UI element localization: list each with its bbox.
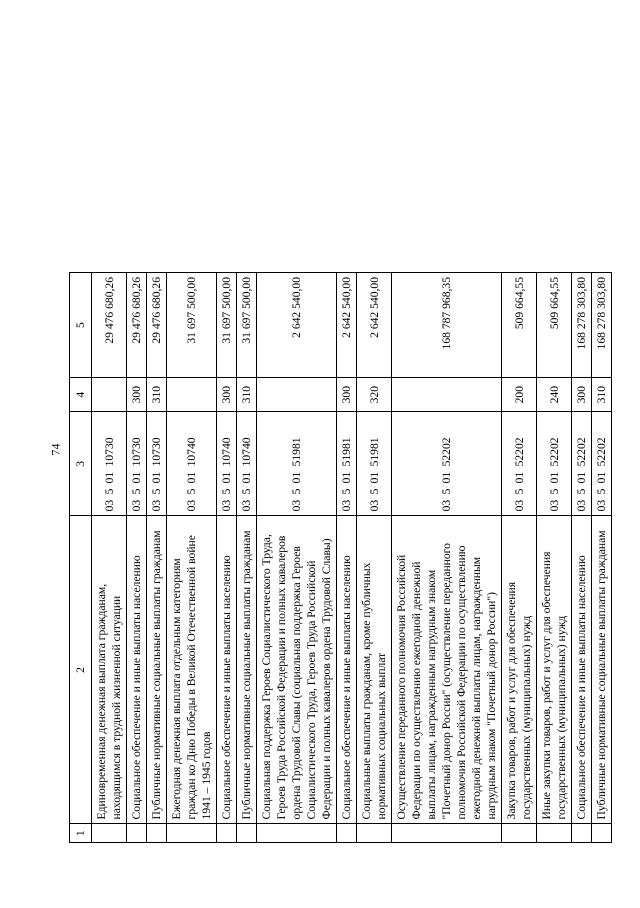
item-name: Осуществление переданного полномочия Российской Федерации по осуществлению ежегодной денежной выплаты лицам, награжденным нагрудным знаком "Почетный донор России" (осуществление переданного полномочия Российской Федерации по осуществлению ежегодной денежной выплаты лицам, награжденным нагрудным знаком "Почетный донор России") — [392, 516, 502, 824]
code-part: 01 — [240, 471, 253, 484]
code-part: 10740 — [220, 437, 233, 467]
amount: 2 642 540,00 — [257, 273, 337, 378]
code-part: 01 — [150, 471, 163, 484]
table-row — [217, 273, 237, 843]
code-part: 03 — [220, 499, 233, 512]
item-name: Закупка товаров, работ и услуг для обеспечения государственных (муниципальных) нужд — [502, 516, 537, 824]
code-part: 10740 — [240, 437, 253, 467]
code-part: 03 — [102, 499, 116, 512]
target-article-code — [257, 412, 337, 516]
row-number-cell — [127, 824, 147, 843]
item-name: Публичные нормативные социальные выплаты гражданам — [147, 516, 167, 824]
code-part: 51981 — [340, 437, 353, 467]
code-part: 52202 — [575, 437, 588, 467]
row-number-cell — [217, 824, 237, 843]
row-number-cell — [592, 824, 612, 843]
row-number-cell — [537, 824, 572, 843]
header-col-1: 1 — [70, 824, 92, 843]
code-part: 03 — [512, 499, 526, 512]
code-part: 03 — [240, 499, 253, 512]
item-name: Ежегодная денежная выплата отдельным категориям граждан ко Дню Победы в Великой Отечественной войне 1941 – 1945 годов — [167, 516, 217, 824]
expense-type-code: 320 — [357, 378, 392, 412]
expense-type-code — [92, 378, 127, 412]
row-number-cell — [337, 824, 357, 843]
amount: 168 787 968,35 — [392, 273, 502, 378]
code-part: 10740 — [185, 437, 198, 467]
header-col-4: 4 — [70, 378, 92, 412]
code-part: 52202 — [595, 437, 608, 467]
table-row — [537, 273, 572, 843]
item-name: Социальное обеспечение и иные выплаты населению — [337, 516, 357, 824]
code-part: 01 — [220, 471, 233, 484]
code-part: 03 — [185, 499, 198, 512]
expense-type-code: 310 — [592, 378, 612, 412]
row-number-cell — [357, 824, 392, 843]
code-part: 51981 — [367, 437, 381, 467]
expense-type-code: 310 — [237, 378, 257, 412]
code-part: 10730 — [150, 437, 163, 467]
code-part: 01 — [340, 471, 353, 484]
row-number-cell — [572, 824, 592, 843]
amount: 509 664,55 — [502, 273, 537, 378]
code-part: 52202 — [440, 437, 453, 467]
expense-type-code: 300 — [572, 378, 592, 412]
code-part: 52202 — [547, 437, 561, 467]
target-article-code — [127, 412, 147, 516]
code-part: 5 — [512, 488, 526, 495]
header-col-2: 2 — [70, 516, 92, 824]
row-number-cell — [392, 824, 502, 843]
amount: 29 476 680,26 — [147, 273, 167, 378]
item-name: Социальное обеспечение и иные выплаты населению — [217, 516, 237, 824]
expense-type-code: 300 — [127, 378, 147, 412]
target-article-code — [92, 412, 127, 516]
code-part: 01 — [130, 471, 143, 484]
target-article-code — [572, 412, 592, 516]
code-part: 03 — [595, 499, 608, 512]
code-part: 01 — [367, 471, 381, 484]
code-part: 03 — [290, 499, 303, 512]
target-article-code — [392, 412, 502, 516]
header-col-5: 5 — [70, 273, 92, 378]
amount: 2 642 540,00 — [337, 273, 357, 378]
item-name: Публичные нормативные социальные выплаты гражданам — [237, 516, 257, 824]
target-article-code — [357, 412, 392, 516]
item-name: Социальная поддержка Героев Социалистического Труда, Героев Труда Российской Федерации и полных кавалеров ордена Трудовой Славы (социальная поддержка Героев Социалистического Труда, Героев Труда Российской Федерации и полных кавалеров ордена Трудовой Славы) — [257, 516, 337, 824]
table-body — [70, 273, 612, 843]
amount: 31 697 500,00 — [167, 273, 217, 378]
row-number-cell — [147, 824, 167, 843]
code-part: 5 — [185, 488, 198, 495]
amount: 168 278 303,80 — [572, 273, 592, 378]
expense-type-code: 310 — [147, 378, 167, 412]
code-part: 5 — [367, 488, 381, 495]
item-name: Социальные выплаты гражданам, кроме публичных нормативных социальных выплат — [357, 516, 392, 824]
code-part: 5 — [440, 488, 453, 495]
rotated-page — [69, 272, 612, 843]
expense-type-code — [392, 378, 502, 412]
code-part: 03 — [150, 499, 163, 512]
expense-type-code: 300 — [337, 378, 357, 412]
expense-type-code: 240 — [537, 378, 572, 412]
item-name: Иные закупки товаров, работ и услуг для обеспечения государственных (муниципальных) нужд — [537, 516, 572, 824]
target-article-code — [147, 412, 167, 516]
code-part: 10730 — [102, 437, 116, 467]
code-part: 5 — [240, 488, 253, 495]
code-part: 01 — [575, 471, 588, 484]
expense-type-code — [167, 378, 217, 412]
code-part: 01 — [185, 471, 198, 484]
table-row — [337, 273, 357, 843]
code-part: 03 — [340, 499, 353, 512]
table-row — [502, 273, 537, 843]
target-article-code — [337, 412, 357, 516]
row-number-cell — [257, 824, 337, 843]
page-number: 74 — [48, 443, 63, 456]
amount: 31 697 500,00 — [217, 273, 237, 378]
table-row — [392, 273, 502, 843]
code-part: 01 — [512, 471, 526, 484]
header-row — [70, 273, 92, 843]
code-part: 5 — [340, 488, 353, 495]
item-name: Публичные нормативные социальные выплаты гражданам — [592, 516, 612, 824]
budget-table — [69, 272, 612, 843]
code-part: 5 — [547, 488, 561, 495]
code-part: 5 — [575, 488, 588, 495]
code-part: 5 — [595, 488, 608, 495]
amount: 168 278 303,80 — [592, 273, 612, 378]
expense-type-code — [257, 378, 337, 412]
target-article-code — [502, 412, 537, 516]
code-part: 52202 — [512, 437, 526, 467]
amount: 29 476 680,26 — [92, 273, 127, 378]
table-row — [572, 273, 592, 843]
row-number-cell — [92, 824, 127, 843]
target-article-code — [237, 412, 257, 516]
code-part: 01 — [102, 471, 116, 484]
code-part: 5 — [150, 488, 163, 495]
table-row — [167, 273, 217, 843]
code-part: 01 — [440, 471, 453, 484]
code-part: 5 — [290, 488, 303, 495]
item-name: Единовременная денежная выплата гражданам, находящимся в трудной жизненной ситуации — [92, 516, 127, 824]
expense-type-code: 200 — [502, 378, 537, 412]
item-name: Социальное обеспечение и иные выплаты населению — [572, 516, 592, 824]
expense-type-code: 300 — [217, 378, 237, 412]
header-col-3: 3 — [70, 412, 92, 516]
code-part: 10730 — [130, 437, 143, 467]
table-row — [127, 273, 147, 843]
item-name: Социальное обеспечение и иные выплаты населению — [127, 516, 147, 824]
code-part: 03 — [547, 499, 561, 512]
code-part: 03 — [575, 499, 588, 512]
table-row — [592, 273, 612, 843]
code-part: 01 — [547, 471, 561, 484]
table-row — [357, 273, 392, 843]
code-part: 03 — [440, 499, 453, 512]
code-part: 01 — [290, 471, 303, 484]
code-part: 51981 — [290, 437, 303, 467]
target-article-code — [217, 412, 237, 516]
table-row — [257, 273, 337, 843]
code-part: 03 — [367, 499, 381, 512]
target-article-code — [537, 412, 572, 516]
amount: 2 642 540,00 — [357, 273, 392, 378]
amount: 509 664,55 — [537, 273, 572, 378]
table-row — [237, 273, 257, 843]
code-part: 5 — [220, 488, 233, 495]
row-number-cell — [167, 824, 217, 843]
target-article-code — [167, 412, 217, 516]
table-row — [147, 273, 167, 843]
target-article-code — [592, 412, 612, 516]
amount: 29 476 680,26 — [127, 273, 147, 378]
amount: 31 697 500,00 — [237, 273, 257, 378]
table-row — [92, 273, 127, 843]
code-part: 03 — [130, 499, 143, 512]
row-number-cell — [237, 824, 257, 843]
row-number-cell — [502, 824, 537, 843]
code-part: 5 — [130, 488, 143, 495]
code-part: 01 — [595, 471, 608, 484]
code-part: 5 — [102, 488, 116, 495]
